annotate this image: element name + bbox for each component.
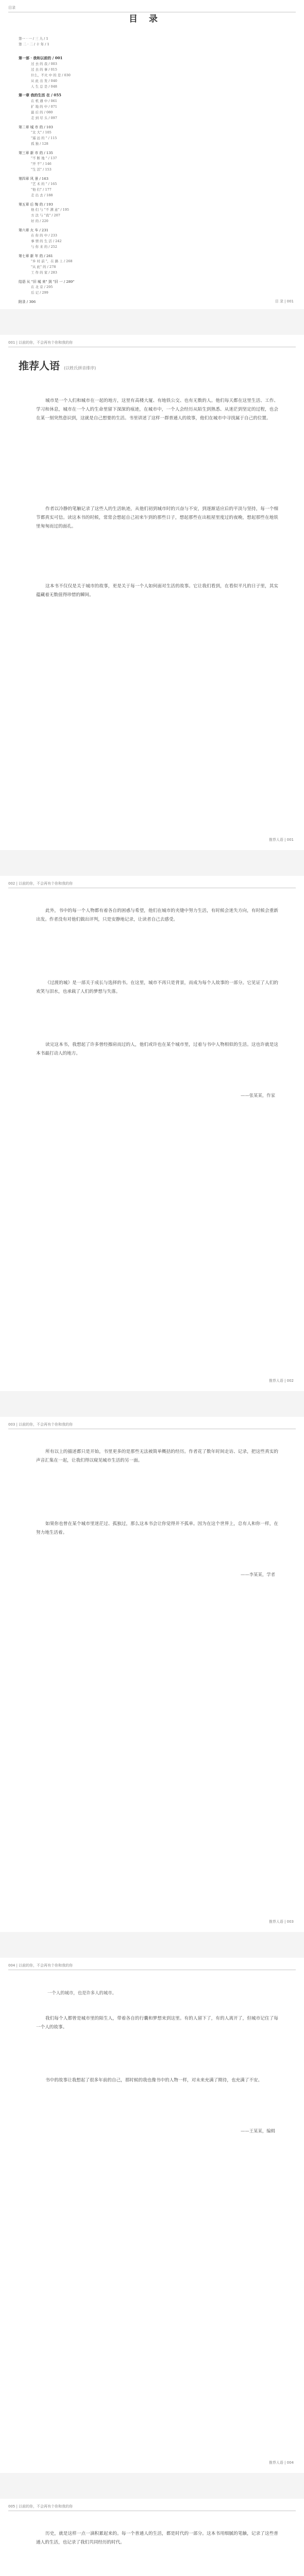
toc-sub-item[interactable]: 最 后 的 / 080	[31, 110, 53, 114]
toc-sub-item[interactable]: 过 去 的 事 / 015	[31, 67, 57, 72]
toc-sub-item[interactable]: "生 活" / 153	[31, 167, 52, 172]
page-header	[8, 2504, 296, 2511]
toc-sub-item[interactable]: 过 去 的 我 / 003	[31, 62, 57, 66]
toc-sub-item[interactable]: 扩 地 的 中 / 071	[31, 105, 57, 109]
toc-sub-item[interactable]: 在 北 京 / 295	[31, 285, 53, 289]
header-text: 005 | 以前的你，不会再有个你和我的你	[8, 2504, 73, 2509]
toc-sub-item[interactable]: 孤 独 / 128	[31, 142, 48, 146]
toc-chapter-item[interactable]: 第四章 风 景 / 163	[19, 177, 48, 181]
toc-sub-item[interactable]: 后 记 / 299	[31, 291, 48, 295]
signature: ——李某某，学者	[241, 1572, 275, 1577]
toc-sub-item[interactable]: 他 们 与 "不 满 意" / 195	[31, 208, 70, 212]
toc-sub-item[interactable]: 人 生 总 是 / 048	[31, 84, 57, 89]
paragraph: 书中的故事让我想起了很多年前的自己，那时候的我也像书中的人物一样，对未来充满了期待，也充满了不安。	[45, 2078, 263, 2083]
recommendation-page-3	[0, 1417, 304, 1932]
toc-chapter-item[interactable]: 第七章 新 年 的 / 261	[19, 254, 53, 258]
toc-sub-item[interactable]: 什么，不火 中 的 是 / 030	[31, 73, 71, 77]
toc-chapter-item[interactable]: 结语 从 "旧 城 来" 到 "旧 一 / 289"	[19, 280, 75, 284]
signature: ——王某某，编辑	[241, 2128, 275, 2133]
toc-chapter-item[interactable]: 第二章 城 市 的 / 103	[19, 125, 53, 129]
toc-sub-item[interactable]: "北 大" / 105	[31, 130, 52, 134]
page-footer: 目 录 | 001	[275, 299, 294, 303]
toc-sub-item[interactable]: 在 你 的 中 / 233	[31, 233, 57, 238]
paragraph: 《过渡的城》是一部关于成长与选择的书。在这里，城市不再只是背景，而成为每个人故事的一部分。它见证了人们的欢笑与泪水，也承载了人们的梦想与失落。	[36, 980, 278, 994]
quote: 一个人的城市，也是许多人的城市。	[47, 1990, 116, 1995]
toc-sub-item[interactable]: 走 到 尽 头 / 097	[31, 116, 57, 120]
toc-sub-item[interactable]: "遥 远 的 " / 115	[31, 136, 57, 140]
paragraph: 此外，书中的每一个人物都有着各自的困惑与希望，他们在城市的夹缝中努力生活，有时候会迷失方向，有时候会重新出发。作者没有对他们做出评判，只是安静地记录，让读者自己去感受。	[36, 908, 278, 922]
toc-front-item: 第 二 · 二 / 十 年 / 1	[19, 42, 49, 46]
section-subtitle: (以姓氏拼音排序)	[64, 366, 96, 370]
page-footer: 推荐人语 | 002	[268, 1379, 294, 1383]
toc-title	[129, 11, 162, 24]
page-header	[8, 881, 296, 888]
page-footer: 推荐人语 | 001	[268, 838, 294, 842]
toc-sub-item[interactable]: "艺 术 的 " / 165	[31, 182, 57, 186]
toc-chapter-item[interactable]: 第五章 后 悔 的 / 193	[19, 202, 53, 207]
header-text: 003 | 以前的你，不会再有个你和我的你	[8, 1422, 73, 1427]
toc-sub-item[interactable]: "他 们" / 177	[31, 188, 52, 192]
header-text: 目录	[8, 6, 15, 10]
toc-chapter-item[interactable]: 第一章 我的生活 在 / 055	[19, 93, 61, 97]
toc-sub-item[interactable]: 事 情 的 生 活 / 242	[31, 239, 62, 243]
toc-front-item: 第一 · 一 / 三 九 / 1	[19, 37, 48, 41]
toc-chapter-item[interactable]: 第三章 新 市 的 / 135	[19, 151, 53, 155]
paragraph: 作者以冷静的笔触记录了这些人的生活轨迹，从他们初到城市时的兴奋与不安，到逐渐适应后的平淡与坚持，每一个细节都真实可信。读这本书的时候，常常会想起自己初来乍到的那些日子，想起那些在出租屋里度过的夜晚，想起那些在地铁里匆匆而过的面孔。	[36, 506, 278, 529]
page-footer: 推荐人语 | 003	[268, 1920, 294, 1924]
paragraph: 如果你也曾在某个城市里迷茫过、孤独过，那么这本书会让你觉得并不孤单。因为在这个世界上，总有人和你一样，在努力地生活着。	[36, 1521, 278, 1535]
recommendation-page-5	[0, 2499, 304, 2576]
section-title	[19, 358, 96, 372]
page-header	[8, 340, 296, 347]
toc-sub-item[interactable]: "不 断 地 " / 137	[31, 156, 57, 160]
signature: ——张某某，作家	[241, 1093, 275, 1098]
paragraph: 这本书不仅仅是关于城市的故事，更是关于每一个人如何面对生活的故事。它让我们看到，在看似平凡的日子里，其实蕴藏着无数值得珍惜的瞬间。	[36, 584, 278, 598]
toc-sub-item[interactable]: 方 法 与 "我" / 207	[31, 213, 60, 217]
page-header	[8, 1963, 296, 1970]
toc-chapter-item[interactable]: 第六章 火 车 / 231	[19, 228, 48, 232]
toc-chapter-item[interactable]: 第一部 · 我和以前的 / 001	[19, 56, 63, 60]
section-title-text: 推荐人语	[19, 360, 60, 372]
paragraph: 所有以上的描述都只是开始，书里更多的是那些无法被简单概括的经历。作者花了数年时间走访、记录，把这些真实的声音汇集在一起，让我们得以窥见城市生活的另一面。	[36, 1449, 278, 1463]
paragraph: 历史，就是这样一点一滴积累起来的。每一个普通人的生活，都是时代的一部分。这本书用细腻的笔触，记录了这些普通人的生活，也记录了我们共同经历的时代。	[36, 2531, 278, 2545]
toc-chapter-item[interactable]: 附录 / 306	[19, 300, 36, 304]
toc-sub-item[interactable]: 在 机 遇 中 / 061	[31, 99, 57, 103]
toc-sub-item[interactable]: 走 出 去 / 188	[31, 193, 53, 197]
header-text: 004 | 以前的你，不会再有个你和我的你	[8, 1963, 73, 1968]
paragraph: 读完这本书，我想起了许多曾经擦肩而过的人，他们或许也在某个城市里，过着与书中人物相似的生活。这也许就是这本书最打动人的地方。	[36, 1042, 278, 1056]
page-footer: 推荐人语 | 004	[268, 2461, 294, 2465]
toc-sub-item[interactable]: "开 不" / 146	[31, 162, 52, 166]
toc-sub-item[interactable]: "从 此" 的 / 278	[31, 265, 56, 269]
toc-sub-item[interactable]: 好 的 / 220	[31, 219, 48, 223]
recommendation-page-1	[0, 335, 304, 850]
toc-title-text: 目 录	[129, 14, 162, 24]
toc-sub-item[interactable]: 从 此 出 发 / 040	[31, 79, 57, 83]
paragraph: 城市是一个人们和城市在一起的地方，这里有高楼大厦、有地铁公交、也有无数的人。他们每天都在这里生活、工作、学习和休息，城市在一个人的生命里留下深深的痕迹，在城市中，一个人会经历从陌生到熟悉、从迷茫到坚定的过程，也会在某一刻突然意识到，这就是自己想要的生活。书里讲述了这样一群普通人的故事，他们在城市中寻找属于自己的位置。	[36, 398, 278, 421]
header-text: 002 | 以前的你，不会再有个你和我的你	[8, 882, 73, 886]
header-text: 001 | 以前的你，不会再有个你和我的你	[8, 341, 73, 345]
toc-sub-item[interactable]: 工 作 的 家 / 283	[31, 270, 57, 275]
recommendation-page-4	[0, 1958, 304, 2473]
paragraph: 我们每个人都曾是城市里的陌生人，带着各自的行囊和梦想来到这里。有的人留下了，有的人离开了，但城市记住了每一个人的故事。	[36, 2016, 278, 2030]
toc-sub-item[interactable]: "乡 村 前 "，在 路 上 / 268	[31, 259, 73, 263]
toc-page	[0, 0, 304, 309]
page-header	[8, 1422, 296, 1429]
recommendation-page-2	[0, 876, 304, 1391]
toc-sub-item[interactable]: 与 你 来 的 / 252	[31, 245, 57, 249]
